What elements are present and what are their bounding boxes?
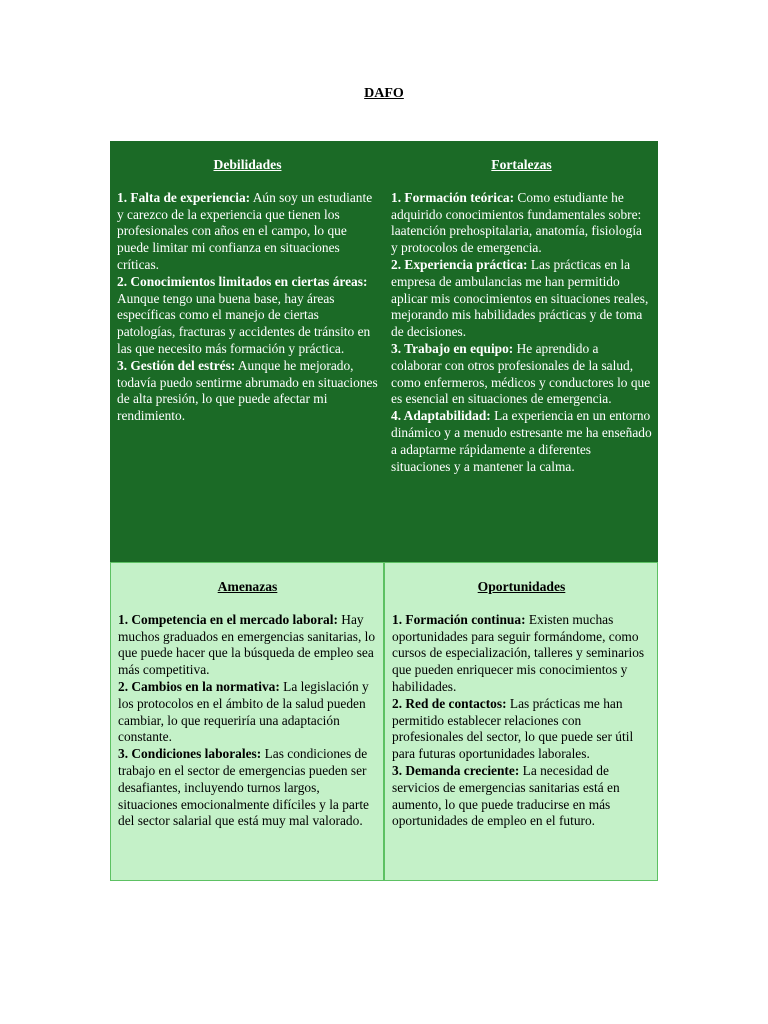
list-item (391, 190, 652, 257)
debilidades-cell (110, 141, 384, 562)
list-item (392, 696, 651, 763)
list-item (118, 679, 377, 746)
list-item (117, 358, 378, 425)
item-text: Hay muchos graduados en emergencias sanitarias, lo que puede hacer que la búsqueda de empleo sea más competitiva. (118, 611, 376, 678)
list-item (392, 612, 651, 696)
item-text: Existen muchas oportunidades para seguir formándome, como cursos de especialización, talleres y seminarios que pueden enriquecer mis conocimientos y habilidades. (392, 611, 645, 694)
item-label: 1. Falta de experiencia: (117, 189, 251, 205)
item-label: 1. Formación continua: (392, 611, 526, 627)
item-text: Como estudiante he adquirido conocimientos fundamentales sobre: laatención prehospitalaria, anatomía, fisiología y protocolos de emergencia. (391, 189, 642, 256)
item-label: 1. Competencia en el mercado laboral: (118, 611, 338, 627)
list-item (117, 274, 378, 358)
item-label: 3. Condiciones laborales: (118, 746, 262, 762)
item-label: 3. Demanda creciente: (392, 762, 520, 778)
list-item (392, 763, 651, 830)
amenazas-cell (110, 562, 384, 881)
list-item (391, 341, 652, 408)
list-item (391, 408, 652, 475)
list-item (391, 257, 652, 341)
list-item (117, 190, 378, 274)
amenazas-heading: Amenazas (217, 579, 278, 594)
debilidades-heading: Debilidades (213, 157, 282, 172)
item-label: 3. Trabajo en equipo: (391, 340, 514, 356)
item-text: Las prácticas me han permitido establecer relaciones con profesionales del sector, lo que puede ser útil para futuras oportunidades laborales. (392, 695, 634, 762)
list-item (118, 746, 377, 830)
item-label: 1. Formación teórica: (391, 189, 515, 205)
item-label: 2. Red de contactos: (392, 695, 507, 711)
fortalezas-cell (384, 141, 658, 562)
page-title: DAFO (364, 86, 404, 101)
item-text: La necesidad de servicios de emergencias sanitarias está en aumento, lo que puede traducirse en más oportunidades de empleo en el futuro. (392, 762, 620, 829)
item-text: La experiencia en un entorno dinámico y a menudo estresante me ha enseñado a adaptarme rápidamente a diferentes situaciones y a mantener la calma. (391, 408, 652, 474)
dafo-table (110, 141, 658, 881)
oportunidades-cell (384, 562, 658, 881)
item-label: 3. Gestión del estrés: (117, 357, 236, 373)
item-text: Las prácticas en la empresa de ambulancias me han permitido aplicar mis conocimientos en situaciones reales, mejorando mis habilidades prácticas y de toma de decisiones. (391, 256, 649, 340)
item-label: 2. Conocimientos limitados en ciertas áreas: (117, 273, 368, 289)
list-item (118, 612, 377, 679)
item-text: Aunque tengo una buena base, hay áreas específicas como el manejo de ciertas patologías, fracturas y accidentes de tránsito en las que necesito más formación y práctica. (117, 290, 371, 356)
fortalezas-heading: Fortalezas (491, 157, 552, 172)
item-label: 2. Experiencia práctica: (391, 256, 528, 272)
item-label: 2. Cambios en la normativa: (118, 678, 280, 694)
item-label: 4. Adaptabilidad: (391, 408, 491, 424)
item-text: La legislación y los protocolos en el ámbito de la salud pueden cambiar, lo que requeriría una adaptación constante. (118, 678, 369, 745)
item-text: Aún soy un estudiante y carezco de la experiencia que tienen los profesionales con años en el campo, lo que puede limitar mi confianza en situaciones críticas. (117, 189, 373, 272)
item-text: Aunque he mejorado, todavía puedo sentirme abrumado en situaciones de alta presión, lo que puede afectar mi rendimiento. (117, 357, 378, 424)
item-text: Las condiciones de trabajo en el sector de emergencias pueden ser desafiantes, incluyendo turnos largos, situaciones emocionalmente difíciles y la parte del sector salarial que está muy mal valorado. (118, 746, 369, 829)
item-text: He aprendido a colaborar con otros profesionales de la salud, como enfermeros, médicos y conductores lo que es esencial en situaciones de emergencia. (391, 340, 651, 407)
oportunidades-heading: Oportunidades (477, 579, 566, 594)
